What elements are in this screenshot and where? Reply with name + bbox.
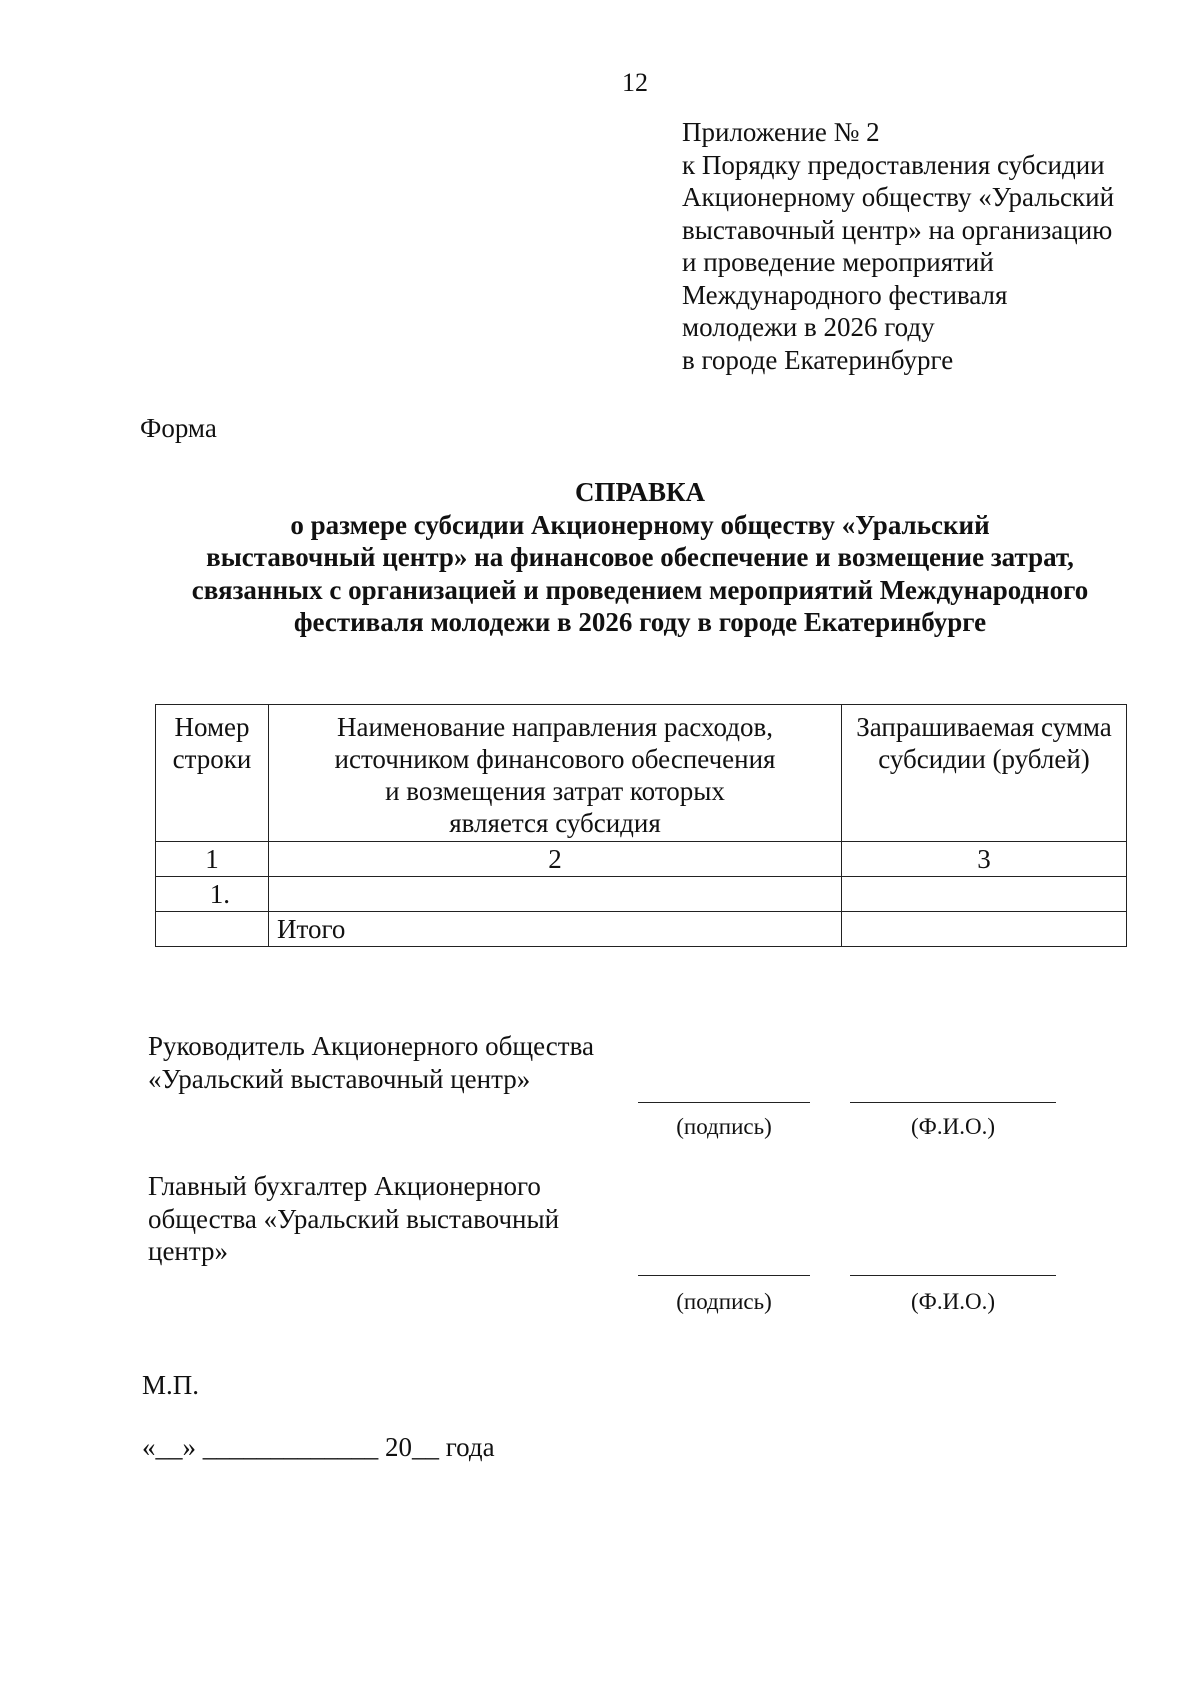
header-expense-name: Наименование направления расходов, источником финансового обеспечения и возмещения затрат которых является субсидия bbox=[269, 705, 842, 842]
accountant-name-caption: (Ф.И.О.) bbox=[911, 1289, 995, 1314]
chief-accountant-title: Главный бухгалтер Акционерного общества «Уральский выставочный центр» bbox=[148, 1171, 560, 1266]
appendix-line: Международного фестиваля bbox=[682, 279, 1008, 310]
title-line: связанных с организацией и проведением мероприятий Международного bbox=[191, 574, 1089, 605]
director-name-line bbox=[850, 1102, 1056, 1103]
page-number: 12 bbox=[622, 68, 648, 97]
title-heading: СПРАВКА bbox=[574, 477, 706, 507]
column-number-row bbox=[156, 842, 1127, 877]
appendix-line: в городе Екатеринбурге bbox=[682, 344, 954, 375]
title-line: о размере субсидии Акционерному обществу «Уральский bbox=[290, 509, 990, 540]
director-name-caption: (Ф.И.О.) bbox=[911, 1114, 995, 1139]
table-row bbox=[156, 877, 1127, 912]
appendix-reference bbox=[682, 116, 1114, 376]
header-row-number: Номер строки bbox=[156, 705, 269, 842]
column-number: 1 bbox=[156, 842, 269, 877]
row-name-cell bbox=[269, 877, 842, 912]
header-requested-sum: Запрашиваемая сумма субсидии (рублей) bbox=[842, 705, 1127, 842]
column-number: 3 bbox=[842, 842, 1127, 877]
total-sum-cell bbox=[842, 912, 1127, 947]
stamp-place: М.П. bbox=[142, 1370, 200, 1400]
row-sum-cell bbox=[842, 877, 1127, 912]
appendix-line: к Порядку предоставления субсидии bbox=[682, 149, 1105, 180]
total-number-cell bbox=[156, 912, 269, 947]
form-label: Форма bbox=[140, 413, 217, 443]
total-row bbox=[156, 912, 1127, 947]
director-signature-line bbox=[638, 1102, 810, 1103]
row-number-cell: 1. bbox=[156, 877, 269, 912]
appendix-line: и проведение мероприятий bbox=[682, 247, 994, 277]
director-signature-caption: (подпись) bbox=[676, 1114, 772, 1139]
accountant-signature-caption: (подпись) bbox=[676, 1289, 772, 1314]
title-line: выставочный центр» на финансовое обеспечение и возмещение затрат, bbox=[206, 542, 1074, 572]
appendix-line: Акционерному обществу «Уральский bbox=[682, 182, 1115, 212]
document-title bbox=[120, 476, 1160, 639]
accountant-name-line bbox=[850, 1275, 1056, 1276]
column-number: 2 bbox=[269, 842, 842, 877]
date-line: «__» _____________ 20__ года bbox=[142, 1432, 495, 1462]
director-title: Руководитель Акционерного общества «Уральский выставочный центр» bbox=[148, 1031, 594, 1094]
table-header-row bbox=[156, 705, 1127, 842]
appendix-line: Приложение № 2 bbox=[682, 117, 880, 147]
appendix-line: выставочный центр» на организацию bbox=[682, 214, 1113, 245]
subsidy-table bbox=[155, 704, 1127, 947]
accountant-signature-line bbox=[638, 1275, 810, 1276]
total-label: Итого bbox=[269, 912, 842, 947]
appendix-line: молодежи в 2026 году bbox=[682, 312, 935, 342]
title-line: фестиваля молодежи в 2026 году в городе Екатеринбурге bbox=[293, 607, 987, 637]
